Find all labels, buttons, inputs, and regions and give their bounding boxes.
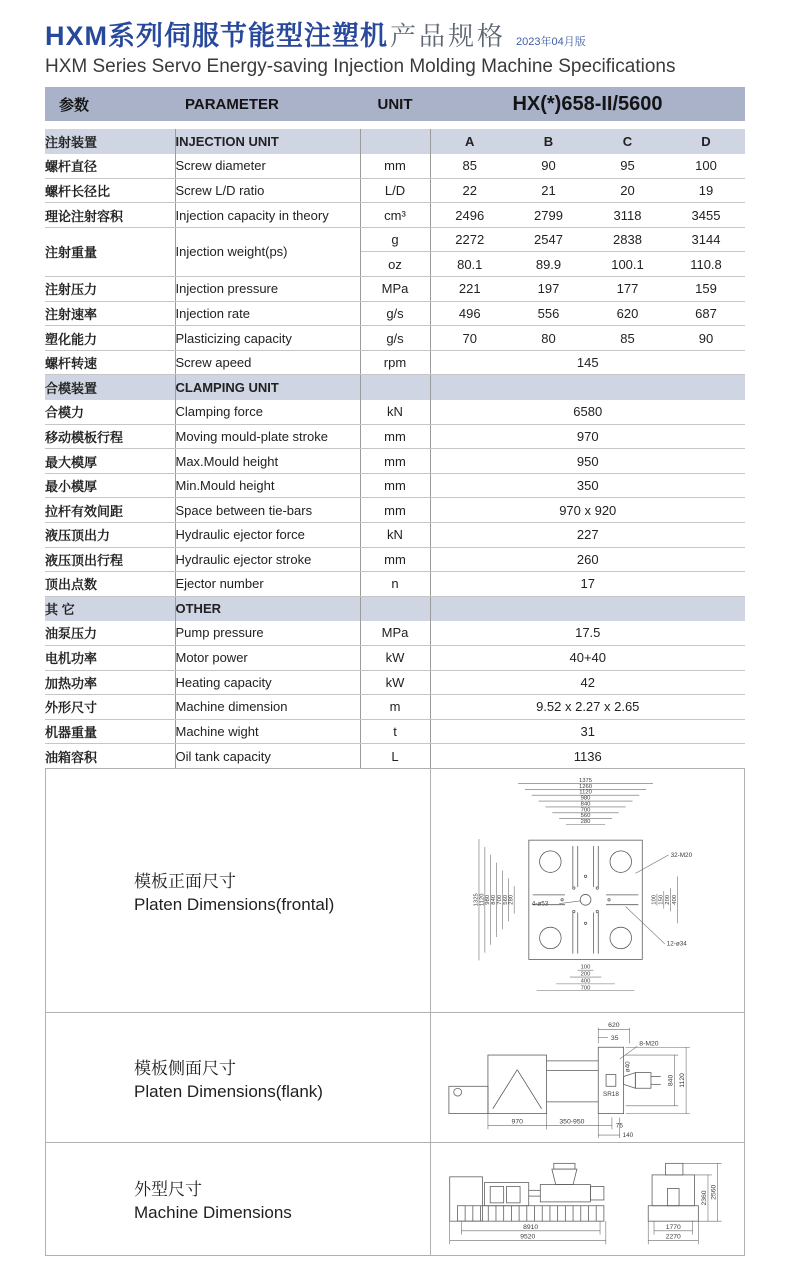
value-cell: 159: [667, 277, 745, 302]
param-en: Injection rate: [175, 301, 360, 326]
section-values-empty: [430, 375, 745, 400]
param-en: Min.Mould height: [175, 473, 360, 498]
dim-label: 1120: [678, 1073, 686, 1089]
value-cell: 85: [430, 154, 509, 179]
diagram-panel: [45, 768, 745, 1256]
param-cn: 螺杆长径比: [45, 178, 175, 203]
param-en: Injection pressure: [175, 277, 360, 302]
title-chinese-bold: HXM系列伺服节能型注塑机: [45, 21, 388, 51]
dim-label: 970: [511, 1118, 523, 1126]
value-cell: 2838: [588, 227, 667, 252]
unit-cell: mm: [360, 547, 430, 572]
page-title: [45, 14, 745, 53]
param-en: Screw L/D ratio: [175, 178, 360, 203]
param-cn: 最小模厚: [45, 473, 175, 498]
dim-label: 2270: [665, 1233, 681, 1241]
unit-cell: mm: [360, 498, 430, 523]
dim-label: 700: [580, 807, 590, 814]
table-row: [45, 178, 745, 203]
param-cn: 螺杆转速: [45, 350, 175, 375]
dim-label: 75: [615, 1122, 623, 1130]
section-cn: 合模装置: [45, 375, 175, 400]
value-cell-span: 970: [430, 424, 745, 449]
dim-label: 1770: [665, 1224, 681, 1232]
dim-label: 100: [650, 894, 657, 905]
unit-cell: t: [360, 719, 430, 744]
table-row: [45, 424, 745, 449]
value-cell: 3144: [667, 227, 745, 252]
value-cell: 20: [588, 178, 667, 203]
value-cell: 2272: [430, 227, 509, 252]
diagram-label-cn: 模板正面尺寸: [134, 871, 236, 891]
table-row: [45, 203, 745, 228]
dim-label: 840: [580, 801, 590, 808]
unit-cell: mm: [360, 154, 430, 179]
value-cell: 620: [588, 301, 667, 326]
unit-cell: MPa: [360, 277, 430, 302]
param-cn: 油箱容积: [45, 744, 175, 769]
spec-table: [45, 129, 745, 768]
param-cn: 油泵压力: [45, 621, 175, 646]
unit-cell: L: [360, 744, 430, 769]
dim-label: 700: [580, 985, 590, 992]
unit-cell: kN: [360, 523, 430, 548]
dim-label: 100: [580, 964, 590, 971]
param-en: Max.Mould height: [175, 449, 360, 474]
table-row: [45, 744, 745, 769]
param-cn: 移动模板行程: [45, 424, 175, 449]
param-en: Injection capacity in theory: [175, 203, 360, 228]
value-cell: 89.9: [509, 252, 588, 277]
diagram-label-flank: [46, 1013, 431, 1142]
table-row: [45, 350, 745, 375]
value-cell-span: 31: [430, 719, 745, 744]
value-cell-span: 6580: [430, 400, 745, 425]
table-row: [45, 523, 745, 548]
value-cell: 197: [509, 277, 588, 302]
param-en: Moving mould-plate stroke: [175, 424, 360, 449]
value-cell: 85: [588, 326, 667, 351]
param-en: Screw diameter: [175, 154, 360, 179]
value-cell: 110.8: [667, 252, 745, 277]
dim-label: 560: [502, 894, 509, 905]
version-label: 2023年04月版: [516, 36, 586, 48]
param-cn: 顶出点数: [45, 572, 175, 597]
dim-label: 400: [580, 978, 590, 985]
value-cell: 90: [667, 326, 745, 351]
value-cell: 3455: [667, 203, 745, 228]
section-unit-empty: [360, 129, 430, 154]
callout-center-holes: 4-ø53: [531, 900, 548, 908]
param-cn: 螺杆直径: [45, 154, 175, 179]
dim-label: 1375: [578, 777, 592, 784]
param-en: Injection weight(ps): [175, 227, 360, 276]
dim-label: 280: [580, 818, 590, 825]
value-cell: 21: [509, 178, 588, 203]
param-cn: 理论注射容积: [45, 203, 175, 228]
dim-label: 280: [508, 894, 515, 905]
unit-cell: cm³: [360, 203, 430, 228]
table-row: [45, 449, 745, 474]
dim-label: 840: [666, 1075, 674, 1087]
dim-label: 560: [580, 813, 590, 820]
param-cn: 注射压力: [45, 277, 175, 302]
table-row-weight-g: [45, 227, 745, 252]
value-cell: 90: [509, 154, 588, 179]
value-cell: 496: [430, 301, 509, 326]
section-row-clamping: [45, 375, 745, 400]
machine-dimensions-figure: [431, 1143, 744, 1255]
col-head-d: D: [701, 133, 711, 149]
unit-cell: rpm: [360, 350, 430, 375]
unit-cell: kW: [360, 670, 430, 695]
diagram-label-machine: [46, 1143, 431, 1255]
table-row: [45, 326, 745, 351]
table-row: [45, 621, 745, 646]
diagram-label-cn: 外型尺寸: [134, 1180, 202, 1200]
dim-label: 700: [496, 894, 503, 905]
dim-label: 980: [484, 894, 491, 905]
value-cell: 2496: [430, 203, 509, 228]
param-en: Heating capacity: [175, 670, 360, 695]
dim-label: 2560: [710, 1185, 718, 1201]
flank-platen-drawing: [434, 1016, 742, 1139]
callout-nozzle-diameter: ø40: [623, 1061, 631, 1073]
flank-platen-figure: [431, 1013, 744, 1142]
subtitle-english: HXM Series Servo Energy-saving Injection Molding Machine Specifications: [45, 56, 676, 77]
param-en: Plasticizing capacity: [175, 326, 360, 351]
param-cn: 最大模厚: [45, 449, 175, 474]
section-row-injection: [45, 129, 745, 154]
dim-label: 400: [671, 894, 678, 905]
diagram-row-machine: [46, 1143, 744, 1255]
callout-corner-holes: 32-M20: [670, 851, 692, 859]
value-cell-span: 260: [430, 547, 745, 572]
value-cell: 95: [588, 154, 667, 179]
col-head-b: B: [543, 133, 554, 149]
section-en: INJECTION UNIT: [175, 129, 360, 154]
value-cell: 100.1: [588, 252, 667, 277]
header-param-en: PARAMETER: [185, 95, 279, 113]
param-cn: 外形尺寸: [45, 695, 175, 720]
unit-cell: m: [360, 695, 430, 720]
diagram-label-cn: 模板侧面尺寸: [134, 1058, 236, 1078]
unit-cell: L/D: [360, 178, 430, 203]
unit-cell: mm: [360, 449, 430, 474]
dim-label: 1260: [578, 783, 592, 790]
table-row: [45, 572, 745, 597]
value-cell-span: 9.52 x 2.27 x 2.65: [430, 695, 745, 720]
callout-nozzle-radius: SR18: [602, 1091, 619, 1099]
dim-label: 1120: [478, 893, 485, 907]
value-cell: 3118: [588, 203, 667, 228]
table-row: [45, 301, 745, 326]
value-cell: 22: [430, 178, 509, 203]
value-cell-span: 227: [430, 523, 745, 548]
section-en: CLAMPING UNIT: [175, 375, 360, 400]
table-header-band: [45, 87, 745, 121]
param-en: Machine wight: [175, 719, 360, 744]
value-cell: 687: [667, 301, 745, 326]
value-cell: 100: [667, 154, 745, 179]
dim-label: 2360: [700, 1190, 708, 1206]
table-row: [45, 473, 745, 498]
value-cell: 19: [667, 178, 745, 203]
header-param-cn: 参数: [59, 96, 90, 114]
dim-label: 980: [580, 795, 590, 802]
value-cell-span: 40+40: [430, 645, 745, 670]
value-cell-span: 950: [430, 449, 745, 474]
title-chinese-light: 产品规格: [390, 21, 507, 51]
section-row-other: [45, 596, 745, 621]
table-row: [45, 719, 745, 744]
table-row: [45, 670, 745, 695]
param-cn: 电机功率: [45, 645, 175, 670]
param-en: Motor power: [175, 645, 360, 670]
table-row: [45, 154, 745, 179]
value-cell: 2547: [509, 227, 588, 252]
dim-label: 350-950: [558, 1118, 584, 1126]
value-cell-span: 17.5: [430, 621, 745, 646]
dim-label: 1325: [473, 893, 480, 907]
param-en: Clamping force: [175, 400, 360, 425]
table-row: [45, 400, 745, 425]
frontal-platen-drawing: [434, 776, 742, 1006]
table-row: [45, 498, 745, 523]
dim-label: 140: [622, 1132, 633, 1140]
param-en: Hydraulic ejector force: [175, 523, 360, 548]
param-en: Hydraulic ejector stroke: [175, 547, 360, 572]
table-row: [45, 645, 745, 670]
col-head-c: C: [622, 133, 633, 149]
value-cell: 177: [588, 277, 667, 302]
value-cell: 221: [430, 277, 509, 302]
table-row: [45, 695, 745, 720]
table-row: [45, 277, 745, 302]
unit-cell: n: [360, 572, 430, 597]
param-cn: 塑化能力: [45, 326, 175, 351]
unit-cell: g/s: [360, 301, 430, 326]
dim-label: 200: [664, 894, 671, 905]
param-cn: 注射速率: [45, 301, 175, 326]
value-cell-span: 145: [430, 350, 745, 375]
dim-label: 35: [610, 1035, 619, 1043]
section-cn: 其 它: [45, 596, 175, 621]
dim-label: 200: [580, 971, 590, 978]
param-en: Oil tank capacity: [175, 744, 360, 769]
param-en: Screw apeed: [175, 350, 360, 375]
section-en: OTHER: [175, 596, 360, 621]
param-cn: 加热功率: [45, 670, 175, 695]
unit-cell: oz: [360, 252, 430, 277]
section-unit-empty: [360, 596, 430, 621]
param-en: Pump pressure: [175, 621, 360, 646]
unit-cell: g/s: [360, 326, 430, 351]
unit-cell: kW: [360, 645, 430, 670]
dim-label: 620: [607, 1022, 620, 1030]
dim-label: 8910: [522, 1224, 538, 1232]
value-cell: 2799: [509, 203, 588, 228]
value-cell-span: 350: [430, 473, 745, 498]
table-row: [45, 547, 745, 572]
unit-cell: g: [360, 227, 430, 252]
value-cell-span: 42: [430, 670, 745, 695]
section-unit-empty: [360, 375, 430, 400]
value-cell-span: 1136: [573, 748, 602, 764]
callout-ejector-holes: 12-ø34: [666, 940, 687, 948]
param-en: Space between tie-bars: [175, 498, 360, 523]
diagram-row-frontal: [46, 769, 744, 1013]
header-unit: UNIT: [377, 95, 413, 113]
value-cell: 80: [509, 326, 588, 351]
param-en: Machine dimension: [175, 695, 360, 720]
param-cn: 拉杆有效间距: [45, 498, 175, 523]
frontal-platen-figure: [431, 769, 744, 1012]
param-cn: 液压顶出行程: [45, 547, 175, 572]
diagram-label-en: Machine Dimensions: [134, 1203, 292, 1223]
dim-label: 9520: [519, 1233, 535, 1241]
dim-label: 1120: [578, 789, 592, 796]
dim-label: 840: [490, 894, 497, 905]
unit-cell: mm: [360, 473, 430, 498]
diagram-label-frontal: [46, 769, 431, 1012]
unit-cell: MPa: [360, 621, 430, 646]
section-cn: 注射装置: [45, 129, 175, 154]
value-cell: 556: [509, 301, 588, 326]
value-cell: 80.1: [430, 252, 509, 277]
value-cell-span: 17: [430, 572, 745, 597]
diagram-label-en: Platen Dimensions(frontal): [134, 894, 335, 914]
param-cn: 合模力: [45, 400, 175, 425]
value-cell-span: 970 x 920: [430, 498, 745, 523]
col-head-a: A: [465, 133, 475, 149]
dim-label: 150: [657, 894, 664, 905]
callout-platen-holes: 8-M20: [638, 1040, 659, 1048]
section-values-empty: [430, 596, 745, 621]
unit-cell: mm: [360, 424, 430, 449]
value-cell: 70: [430, 326, 509, 351]
param-cn: 机器重量: [45, 719, 175, 744]
diagram-row-flank: [46, 1013, 744, 1143]
param-en: Ejector number: [175, 572, 360, 597]
unit-cell: kN: [360, 400, 430, 425]
param-cn: 注射重量: [45, 227, 175, 276]
machine-dimensions-drawing: [434, 1146, 742, 1252]
diagram-label-en: Platen Dimensions(flank): [134, 1081, 323, 1101]
header-model: HX(*)658-II/5600: [512, 92, 663, 115]
param-cn: 液压顶出力: [45, 523, 175, 548]
